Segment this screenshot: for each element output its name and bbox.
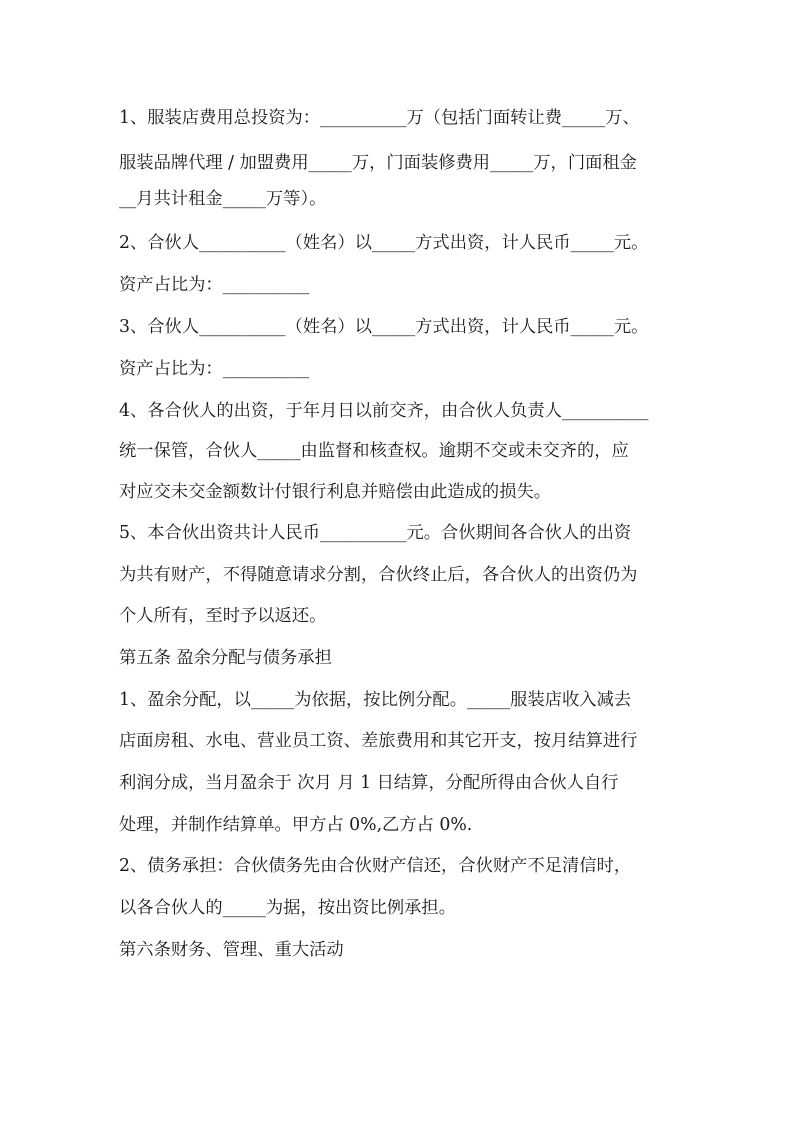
article-6-heading: 第六条财务、管理、重大活动	[119, 940, 344, 960]
clause-2-partner-contribution-line-2: 资产占比为：__________	[119, 275, 310, 295]
clause-4-payment-deadline-line-1: 4、各合伙人的出资，于年月日以前交齐，由合伙人负责人__________	[119, 401, 649, 421]
clause-4-payment-deadline-line-2: 统一保管，合伙人_____由监督和核查权。逾期不交或未交齐的，应	[119, 441, 629, 461]
article-5-clause-1-line-1: 1、盈余分配，以_____为依据，按比例分配。_____服装店收入减去	[119, 690, 632, 710]
clause-5-total-capital-line-2: 为共有财产，不得随意请求分割，合伙终止后，各合伙人的出资仍为	[119, 565, 638, 585]
article-5-clause-2-line-1: 2、债务承担：合伙债务先由合伙财产信还，合伙财产不足清信时，	[119, 856, 632, 876]
clause-4-payment-deadline-line-3: 对应交未交金额数计付银行利息并赔偿由此造成的损失。	[119, 482, 552, 502]
clause-1-total-investment-line-3: __月共计租金_____万等）。	[119, 189, 327, 209]
article-5-clause-1-line-3: 利润分成，当月盈余于 次月 月 1 日结算，分配所得由合伙人自行	[119, 773, 619, 793]
clause-3-partner-contribution-line-2: 资产占比为：__________	[119, 359, 310, 379]
clause-2-partner-contribution-line-1: 2、合伙人__________（姓名）以_____方式出资，计人民币_____元。	[119, 233, 649, 253]
clause-3-partner-contribution-line-1: 3、合伙人__________（姓名）以_____方式出资，计人民币_____元。	[119, 317, 649, 337]
article-5-heading: 第五条 盈余分配与债务承担	[119, 648, 332, 668]
clause-1-total-investment-line-1: 1、服装店费用总投资为：__________万（包括门面转让费_____万、	[119, 108, 640, 128]
article-5-clause-2-line-2: 以各合伙人的_____为据，按出资比例承担。	[119, 898, 456, 918]
clause-1-total-investment-line-2: 服装品牌代理 / 加盟费用_____万，门面装修费用_____万，门面租金	[119, 153, 637, 173]
clause-5-total-capital-line-1: 5、本合伙出资共计人民币__________元。合伙期间各合伙人的出资	[119, 523, 632, 543]
article-5-clause-1-line-4: 处理，并制作结算单。甲方占 0%,乙方占 0%.	[119, 815, 473, 835]
clause-5-total-capital-line-3: 个人所有，至时予以返还。	[119, 606, 327, 626]
article-5-clause-1-line-2: 店面房租、水电、营业员工资、差旅费用和其它开支，按月结算进行	[119, 731, 638, 751]
